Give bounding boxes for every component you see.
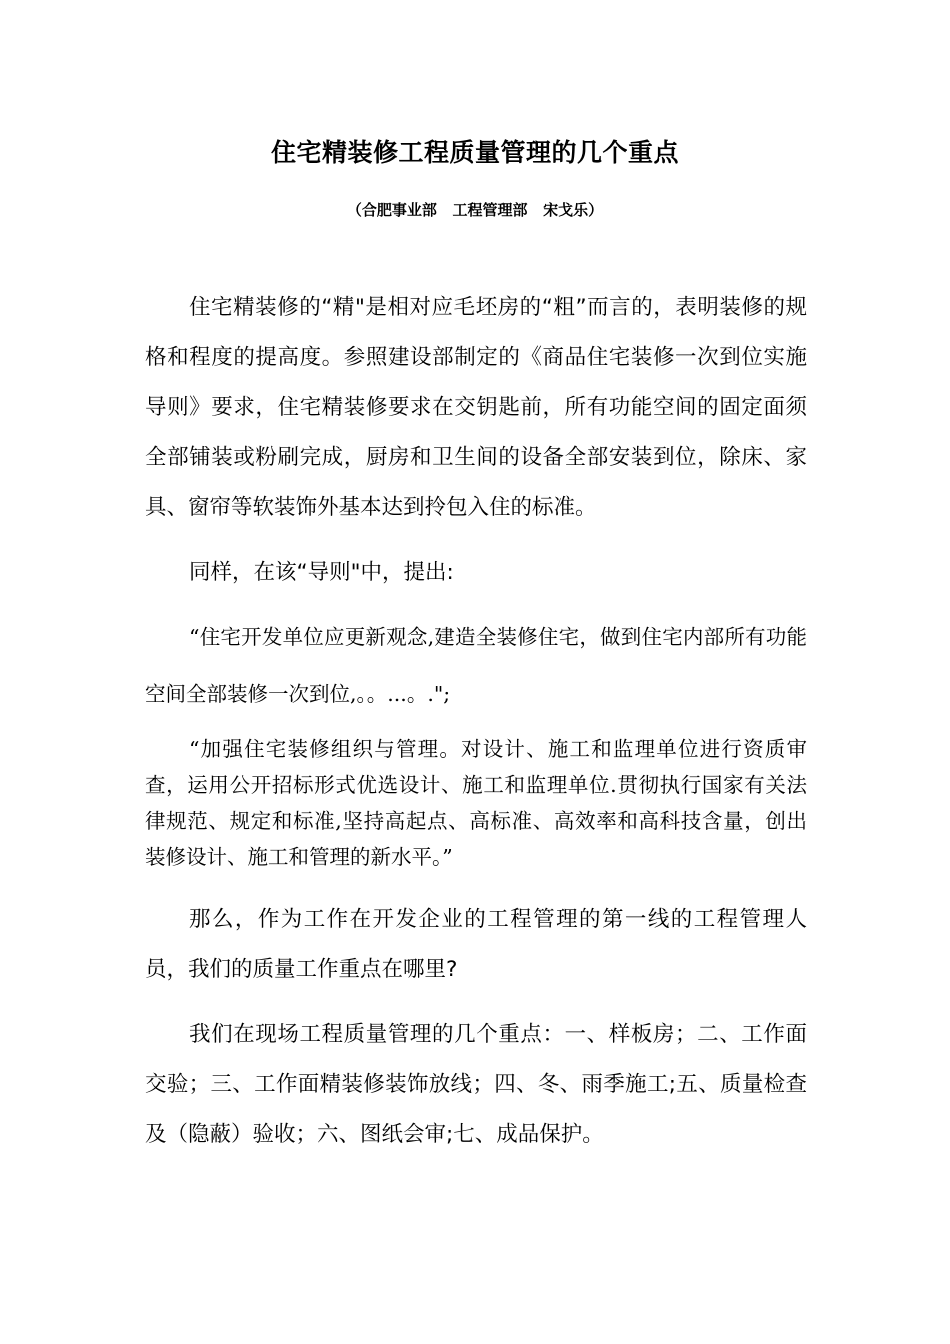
- quote-guideline-1: “住宅开发单位应更新观念,建造全装修住宅，做到住宅内部所有功能空间全部装修一次到位,。。...。.";: [145, 625, 807, 706]
- paragraph-intro: 住宅精装修的“精"是相对应毛坯房的“粗”而言的，表明装修的规格和程度的提高度。参照建设部制定的《商品住宅装修一次到位实施导则》要求，住宅精装修要求在交钥匙前，所有功能空间的固定面须全部铺装或粉刷完成，厨房和卫生间的设备全部安装到位，除床、家具、窗帘等软装饰外基本达到拎包入住的标准。: [145, 295, 807, 520]
- document-title: 住宅精装修工程质量管理的几个重点: [270, 138, 679, 167]
- paragraph-key-points: 我们在现场工程质量管理的几个重点：一、样板房；二、工作面交验；三、工作面精装修装饰放线；四、冬、雨季施工;五、质量检查及（隐蔽）验收；六、图纸会审;七、成品保护。: [145, 1022, 807, 1147]
- paragraph-guideline-lead: 同样，在该“导则"中，提出:: [189, 560, 454, 585]
- document-byline: （合肥事业部 工程管理部 宋戈乐）: [346, 201, 604, 219]
- paragraph-question: 那么，作为工作在开发企业的工程管理的第一线的工程管理人员，我们的质量工作重点在哪里?: [145, 907, 807, 982]
- quote-guideline-2: “加强住宅装修组织与管理。对设计、施工和监理单位进行资质审查，运用公开招标形式优选设计、施工和监理单位.贯彻执行国家有关法律规范、规定和标准,坚持高起点、高标准、高效率和高科技含量，创出装修设计、施工和管理的新水平。”: [145, 737, 807, 869]
